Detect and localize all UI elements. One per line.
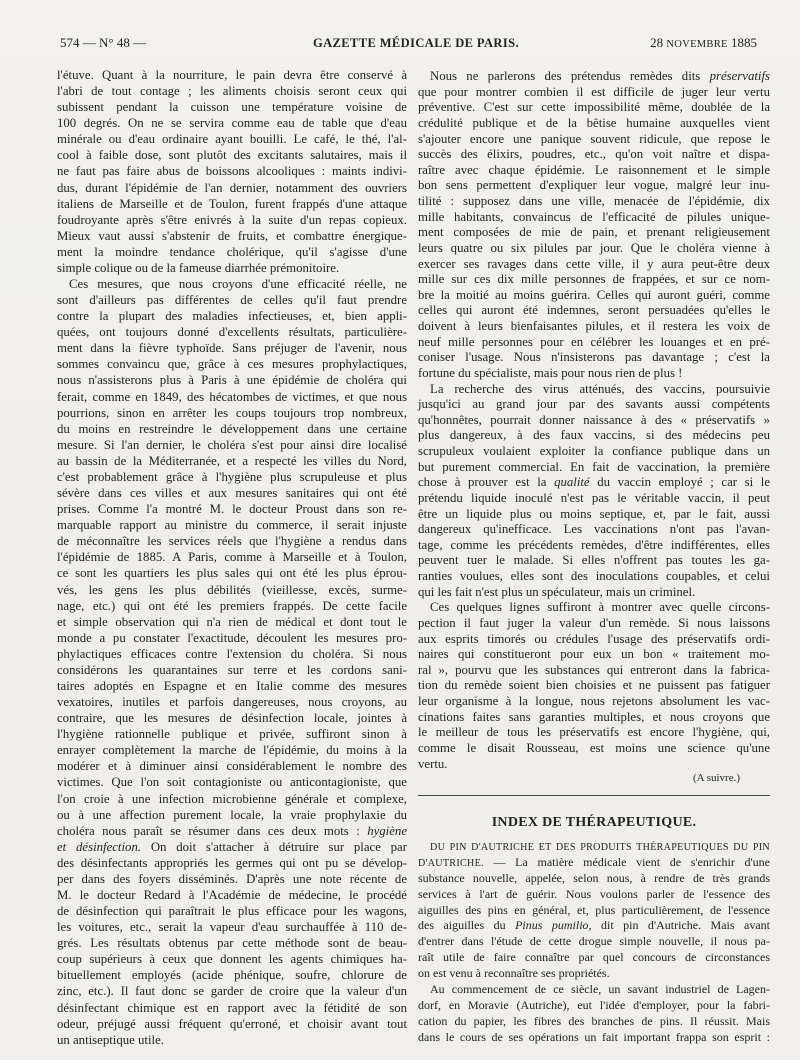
text-line: [57, 791, 407, 807]
text-line: [418, 69, 770, 85]
index-section: [418, 839, 770, 1046]
line-text: substance nouvelle, appelée, selon nous, à rendre de très grands: [418, 870, 770, 885]
line-text: celles qui auront été indemnes, seront persuadées qu'elles le: [418, 303, 770, 318]
left-column: [57, 67, 407, 1048]
line-text: [418, 855, 770, 872]
issue-date: [600, 35, 757, 51]
section-rule: [418, 795, 770, 796]
line-text: coup supérieurs à ceux que donnent les agents chimiques ha-: [57, 952, 407, 967]
text-line: [57, 951, 407, 967]
line-text: cool à faible dose, sont plutôt des excitants salutaires, mais il: [57, 148, 407, 163]
text-line: [57, 710, 407, 726]
line-text: coniser l'usage. Nous n'insisterons pas davantage ; c'est la: [418, 350, 770, 365]
text-line: [418, 678, 770, 694]
line-text: bre la moitié au moins guérira. Celles qui auront guéri, comme: [418, 287, 770, 302]
right-column: [418, 69, 770, 772]
text-line: [418, 163, 770, 179]
text-line: [418, 600, 770, 616]
line-text: exercer ses ravages dans cette ville, il y aura peut-être deux: [418, 256, 770, 271]
text-line: [57, 582, 407, 598]
line-text: de désinfection qui paraîtrait le plus efficace pour les wagons,: [57, 904, 407, 919]
text-line: [57, 919, 407, 935]
line-text: victimes. Que l'on soit contagioniste ou anticontagioniste, que: [57, 775, 407, 790]
text-line: [418, 903, 770, 919]
text-line: [57, 935, 407, 951]
text-line: [57, 485, 407, 501]
text-line: [57, 983, 407, 999]
line-text: mesure. Si l'an dernier, le choléra s'est pour ainsi dire localisé: [57, 437, 407, 452]
line-text: neuf mille personnes pour en célébrer les louanges et en pré-: [418, 334, 770, 349]
line-text: per dans des foyers disséminés. D'après une note récente de: [57, 871, 407, 886]
text-line: [418, 210, 770, 226]
line-text: mille habitants, convaincus de l'efficacité de pilules unique-: [418, 209, 770, 224]
text-line: [418, 710, 770, 726]
text-line: [57, 196, 407, 212]
line-text: ment dans la fièvre typhoïde. Sans préjuger de l'avenir, nous: [57, 341, 407, 356]
line-text: prises. Comme l'a montré M. le docteur Proust dans son re-: [57, 502, 407, 517]
text-line: [57, 694, 407, 710]
text-line: [57, 340, 407, 356]
text-line: [57, 180, 407, 196]
text-line: [418, 319, 770, 335]
text-line: [57, 260, 407, 276]
line-text: [430, 839, 770, 856]
text-line: [57, 774, 407, 790]
line-text: l'on croie à une infection microbienne générale et complexe,: [57, 791, 407, 806]
line-text: bituellement employés (acide phénique, soufre, chlorure de: [57, 968, 407, 983]
line-text: vexatoires, inutiles et parfois dangereuses, nous croyons, au: [57, 695, 407, 710]
text-line: [57, 244, 407, 260]
line-text: un antiseptique utile.: [57, 1032, 164, 1047]
text-line: [418, 194, 770, 210]
issue-date-day: 28: [650, 35, 664, 50]
line-text: les voitures, etc., serait la vapeur d'eau surchauffée à 110 de-: [57, 920, 407, 935]
italic-run: Pinus pumilio: [515, 918, 589, 933]
line-text: italiens de Marseille et de Toulon, furent frappés d'une attaque: [57, 196, 407, 211]
line-text: scrupuleux voulaient exploiter la confiance publique dans un: [418, 444, 770, 458]
line-text: enrayer complètement la marche de l'épidémie, du moins à la: [57, 743, 407, 758]
text-line: [418, 366, 770, 382]
text-line: [418, 382, 770, 398]
text-line: [57, 742, 407, 758]
line-text: et simple observation qui n'a rien de médical et dont tout le: [57, 614, 407, 629]
line-text: [57, 823, 407, 839]
line-text: but purement commercial. En fait de vaccination, la première: [418, 459, 770, 474]
line-text: dangereux qu'inefficace. Les vaccinations n'ont pas l'avan-: [418, 522, 770, 537]
line-text: monde a pu constater l'exactitude, découlent les mesures pro-: [57, 630, 407, 645]
line-text: qui les fait n'est plus un spéculateur, mais un criminel.: [418, 584, 696, 599]
line-text: jusqu'ici au grand jour par des savants aussi compétents: [418, 397, 770, 412]
line-text: sommes convaincu que, grâce à ces mesures prophylactiques,: [57, 357, 407, 372]
text-line: [57, 517, 407, 533]
text-line: [418, 918, 770, 934]
text-line: [418, 632, 770, 648]
line-text: tion du remède soient bien choisies et ne puissent pas fatiguer: [418, 678, 770, 693]
line-text: grés. Les résultats obtenus par cette méthode sont de beau-: [57, 936, 407, 951]
text-line: [57, 871, 407, 887]
line-text: cation du papier, les fibres des branches de pins. Il réussit. Mais: [418, 1013, 770, 1028]
line-text: doivent à leurs bienfaisantes pilules, et il restera les voix de: [418, 319, 770, 333]
line-text: quées, ont toujours donné d'excellents résultats, particulière-: [57, 325, 407, 340]
text-line: [418, 147, 770, 163]
line-text: ment la moindre tendance cholérique, qu'il s'agisse d'une: [57, 244, 407, 259]
line-text: contraire, que les mesures de désinfection locale, jointes à: [57, 711, 407, 726]
line-text: le meilleur de tous les préservatifs est encore l'hygiène, qui,: [418, 725, 770, 740]
text-line: [418, 998, 770, 1014]
text-line: [57, 372, 407, 388]
line-text: pection il faut juger la valeur d'un remède. Si nous laissons: [418, 615, 770, 630]
text-line: [57, 421, 407, 437]
line-text: subissent pendant la cuisson une température voisine de: [57, 100, 407, 115]
text-run: On doit s'attacher à détruire sur place par: [141, 839, 407, 854]
line-text: Mieux vaut aussi s'abstenir de fruits, et combattre énergique-: [57, 228, 407, 243]
line-text: l'hygiène rationnelle publique et privée, suffiront sinon à: [57, 727, 407, 742]
line-text: tilité : supposez dans une ville, menacée de l'épidémie, dix: [418, 194, 770, 208]
issue-date-year: 1885: [731, 35, 757, 50]
line-text: leurs quatre ou six pilules par jour. Que le choléra vienne à: [418, 240, 770, 255]
text-line: [418, 950, 770, 966]
line-text: l'épidémie de 1885. A Paris, comme à Marseille et à Toulon,: [57, 550, 407, 565]
page-number-issue: 574 — N° 48 —: [60, 35, 147, 50]
text-line: [418, 132, 770, 148]
text-line: [57, 228, 407, 244]
section-title: INDEX DE THÉRAPEUTIQUE.: [491, 815, 697, 830]
line-text: pourrions, sinon en arrêter les coups toujours trop nombreux,: [57, 405, 407, 420]
text-line: [57, 598, 407, 614]
text-line: [57, 67, 407, 83]
line-text: qu'honnêtes, pourrait donner naissance à des « préservatifs »: [418, 412, 770, 427]
text-line: [418, 335, 770, 351]
line-text: dans le cours de ses opérations un fait important frappa son esprit :: [418, 1029, 770, 1044]
article-paragraph: [57, 67, 407, 276]
text-line: [57, 453, 407, 469]
text-line: [57, 646, 407, 662]
line-text: fortune du spécialiste, mais pour nous rien de plus !: [418, 365, 683, 380]
text-run: du vaccin employé ; car si le: [589, 475, 770, 490]
line-text: désinfectant chimique est en rapport avec la fétidité de son: [57, 1000, 407, 1015]
text-line: [57, 726, 407, 742]
line-text: naires qui constitueront pour eux un bon « traitement mo-: [418, 647, 770, 662]
text-line: [57, 565, 407, 581]
text-line: [418, 397, 770, 413]
line-text: vertu.: [418, 756, 448, 771]
line-text: phylactiques efficaces contre l'extension du choléra. Si nous: [57, 646, 407, 661]
text-line: [418, 553, 770, 569]
text-line: [57, 855, 407, 871]
text-line: [418, 647, 770, 663]
line-text: plus dangereux, à des faux vaccins, si des médecins peu: [418, 428, 770, 443]
italic-run: qualité: [554, 475, 590, 490]
text-line: [418, 585, 770, 601]
text-run: Nous ne parlerons des prétendus remèdes dits: [430, 69, 710, 83]
italic-run: préservatifs: [709, 69, 770, 83]
text-line: [57, 276, 407, 292]
text-line: [418, 100, 770, 116]
text-line: [418, 428, 770, 444]
line-text: 100 degrés. On ne se servira comme eau de table que d'eau: [57, 116, 407, 131]
line-text: [57, 839, 407, 855]
text-line: [418, 569, 770, 585]
line-text: au bassin de la Méditerranée, et a respecté les villes du Nord,: [57, 453, 407, 468]
line-text: La recherche des virus atténués, des vaccins, poursuivie: [430, 381, 770, 396]
issue-date-month: NOVEMBRE: [666, 39, 728, 50]
text-line: [57, 405, 407, 421]
text-line: [418, 350, 770, 366]
line-text: Ces mesures, que nous croyons d'une efficacité réelle, ne: [69, 277, 407, 292]
line-text: [418, 475, 770, 491]
text-line: [418, 694, 770, 710]
text-line: [57, 903, 407, 919]
index-paragraph: [418, 982, 770, 1046]
line-text: ferait, comme en 1849, des hécatombes de victimes, et que nous: [57, 389, 407, 404]
text-line: [418, 116, 770, 132]
text-line: [418, 460, 770, 476]
line-text: odeur, préjugé aussi fréquent qu'erroné, et choisir avant tout: [57, 1016, 407, 1031]
text-line: [418, 475, 770, 491]
line-text: ou à une affection purement locale, la vraie prophylaxie du: [57, 807, 407, 822]
text-line: [418, 871, 770, 887]
line-text: peuvent tuer le malade. Si elles n'offrent pas toutes les ga-: [418, 553, 770, 568]
text-line: [57, 308, 407, 324]
text-line: [57, 967, 407, 983]
line-text: d'entrer dans l'étude de cette drogue simple nouvelle, il nous pa-: [418, 934, 770, 949]
text-line: [418, 1014, 770, 1030]
line-text: raître avec chaque épidémie. Le raisonnement et le simple: [418, 162, 770, 177]
continued-note: (A suivre.): [692, 772, 740, 784]
text-line: [57, 501, 407, 517]
text-line: [418, 741, 770, 757]
line-text: être un liquide plus ou moins septique, et, par le fait, aussi: [418, 506, 770, 521]
text-line: [418, 225, 770, 241]
text-run: chose à prouver est la: [418, 475, 555, 490]
text-line: [57, 292, 407, 308]
text-line: [57, 533, 407, 549]
line-text: prétendu liquide inoculé n'est pas le véritable vaccin, il peut: [418, 490, 770, 505]
text-line: [418, 491, 770, 507]
line-text: dorf, en Moravie (Autriche), eut l'idée d'employer, pour la fabri-: [418, 997, 770, 1012]
line-text: marquable rapport au ministre du commerce, il serait injuste: [57, 518, 407, 533]
line-text: préventive. C'est sur cette impossibilité même, doublée de la: [418, 100, 770, 115]
text-line: [57, 678, 407, 694]
text-line: [57, 839, 407, 855]
line-text: foudroyante après s'être enivrés à la suite d'un repas copieux.: [57, 212, 407, 227]
line-text: aux esprits timorés ou crédules l'usage des préservatifs ordi-: [418, 631, 770, 646]
text-line: [418, 855, 770, 871]
text-line: [57, 807, 407, 823]
text-line: [418, 85, 770, 101]
line-text: que pour montrer combien il est difficile de juger leur vertu: [418, 84, 770, 99]
line-text: modérer et à diminuer ainsi considérablement le nombre des: [57, 759, 407, 774]
line-text: zinc, etc.). Il faut donc se garder de croire que la valeur d'un: [57, 984, 407, 999]
line-text: l'étuve. Quant à la nourriture, le pain devra être conservé à: [57, 68, 407, 82]
line-text: Ces quelques lignes suffiront à montrer avec quelle circons-: [430, 600, 770, 615]
line-text: des désinfectants appropriés les germes qui ont pu se dévelop-: [57, 855, 407, 870]
index-paragraph: [418, 839, 770, 982]
text-line: [57, 662, 407, 678]
text-run: choléra nous paraît se résumer dans ces deux mots :: [57, 823, 368, 838]
line-text: leur organisme à la longue, nous rejetons absolument les vac-: [418, 694, 770, 708]
text-line: [418, 272, 770, 288]
line-text: ral », pourvu que les substances qui entreront dans la fabrica-: [418, 662, 770, 677]
text-line: [57, 115, 407, 131]
text-line: [418, 538, 770, 554]
line-text: nous n'assisterons plus à Paris à une épidémie de choléra qui: [57, 373, 407, 388]
text-line: [418, 663, 770, 679]
text-line: [57, 99, 407, 115]
text-line: [418, 839, 770, 855]
italic-run: hygiène: [367, 823, 407, 838]
text-run: des aiguilles du: [418, 918, 516, 933]
article-paragraph: [418, 382, 770, 601]
line-text: c'est probablement grâce à l'hygiène plus scrupuleuse et plus: [57, 469, 407, 484]
line-text: ce sont les quartiers les plus sales qui ont été les plus éprou-: [57, 566, 407, 581]
line-text: services à l'art de guérir. Nous voulons parler de l'essence des: [418, 886, 770, 901]
line-text: sont d'ailleurs pas différentes de celles qu'il faut prendre: [57, 293, 407, 308]
line-text: contre la plupart des maladies infectieuses, et, bien appli-: [57, 309, 407, 324]
text-line: [418, 522, 770, 538]
line-text: de méconnaître les services réels que l'hygiène a rendus dans: [57, 534, 407, 549]
line-text: taires adoptés en Espagne et en Italie comme des mesures: [57, 678, 407, 693]
line-text: tage, comme les précédents remèdes, d'être indifférentes, elles: [418, 537, 770, 552]
text-line: [418, 303, 770, 319]
line-text: M. le docteur Redard à l'Académie de médecine, le procédé: [57, 887, 407, 902]
masthead-title: GAZETTE MÉDICALE DE PARIS.: [312, 36, 520, 50]
small-caps-run: DU PIN D'AUTRICHE ET DES PRODUITS THÉRAPEUTIQUES DU PIN: [430, 842, 770, 853]
text-line: [57, 131, 407, 147]
line-text: crédulité publique et de la bêtise humaine auxquelles vient: [418, 115, 770, 130]
line-text: minérale ou d'eau ordinaire ayant bouilli. Le café, le thé, l'al-: [57, 132, 407, 147]
text-line: [57, 1016, 407, 1032]
text-line: [418, 934, 770, 950]
text-line: [57, 83, 407, 99]
text-line: [57, 549, 407, 565]
line-text: succès des élixirs, poudres, etc., qu'on voit naître et dispa-: [418, 147, 770, 162]
line-text: raît utile de faire connaître par quel concours de circonstances: [418, 950, 770, 965]
line-text: considérons les quarantaines sur terre et les cordons sani-: [57, 662, 407, 677]
text-line: [418, 1030, 770, 1046]
text-line: [418, 288, 770, 304]
text-line: [418, 178, 770, 194]
text-line: [418, 507, 770, 523]
small-caps-run: D'AUTRICHE.: [418, 857, 484, 869]
text-line: [57, 1032, 407, 1048]
line-text: ne faut pas faire abus de boissons alcooliques : maints indivi-: [57, 164, 407, 179]
text-line: [418, 887, 770, 903]
text-line: [57, 147, 407, 163]
line-text: nage, etc.) qui ont été les premiers frappés. De cette facile: [57, 598, 407, 613]
text-line: [418, 616, 770, 632]
line-text: aiguilles des pins en général, et, plus particulièrement, de l'essence: [418, 902, 770, 917]
italic-run: et désinfection.: [57, 839, 142, 854]
text-line: [418, 444, 770, 460]
line-text: dus, durant l'épidémie de l'an dernier, notamment des ouvriers: [57, 180, 407, 195]
text-line: [57, 887, 407, 903]
text-line: [57, 437, 407, 453]
line-text: cinations faites sans garanties multiples, et nous croyons que: [418, 709, 770, 724]
line-text: ment composées de mie de pain, et prenant religieusement: [418, 225, 770, 240]
text-line: [418, 982, 770, 998]
line-text: ranties voulues, elles sont des inoculations coupables, et celui: [418, 569, 770, 583]
line-text: simple colique ou de la fameuse diarrhée prémonitoire.: [57, 260, 340, 275]
line-text: comme le disait Rousseau, est moins une science qu'une: [418, 740, 770, 755]
text-line: [57, 356, 407, 372]
article-paragraph: [57, 276, 407, 1048]
text-line: [57, 212, 407, 228]
line-text: Au commencement de ce siècle, un savant industriel de Lagen-: [430, 982, 770, 997]
text-run: , dit pin d'Autriche. Mais avant: [588, 918, 770, 933]
text-line: [418, 413, 770, 429]
text-line: [418, 257, 770, 273]
article-paragraph: [418, 600, 770, 772]
text-line: [57, 614, 407, 630]
text-line: [57, 630, 407, 646]
line-text: du moins en restreindre le développement dans une certaine: [57, 421, 407, 436]
text-line: [418, 241, 770, 257]
line-text: [418, 918, 770, 934]
text-line: [57, 1000, 407, 1016]
line-text: vés, les gens les plus débilités (vieillesse, excès, surme-: [57, 582, 407, 597]
line-text: s'ajouter encore une panique souvent ridicule, que repose le: [418, 131, 770, 146]
line-text: [430, 69, 770, 85]
text-line: [57, 758, 407, 774]
article-paragraph: [418, 69, 770, 382]
line-text: l'abri de tout contage ; les aliments choisis seront ceux qui: [57, 84, 407, 99]
text-line: [418, 725, 770, 741]
line-text: mille sur ces dix mille personnes de frappées, et sur ce nom-: [418, 272, 770, 287]
text-line: [57, 469, 407, 485]
text-run: — La matière médicale vient de s'enrichir d'une: [483, 854, 770, 869]
text-line: [418, 757, 770, 773]
text-line: [57, 823, 407, 839]
line-text: bon sens permettent d'expliquer leur vogue, malgré leur inu-: [418, 178, 770, 193]
line-text: on est venu à reconnaître ses propriétés.: [418, 966, 610, 981]
text-line: [57, 163, 407, 179]
text-line: [418, 966, 770, 982]
line-text: sévère dans ces villes et aux mesures sanitaires qui ont été: [57, 486, 407, 501]
text-line: [57, 389, 407, 405]
text-line: [57, 324, 407, 340]
